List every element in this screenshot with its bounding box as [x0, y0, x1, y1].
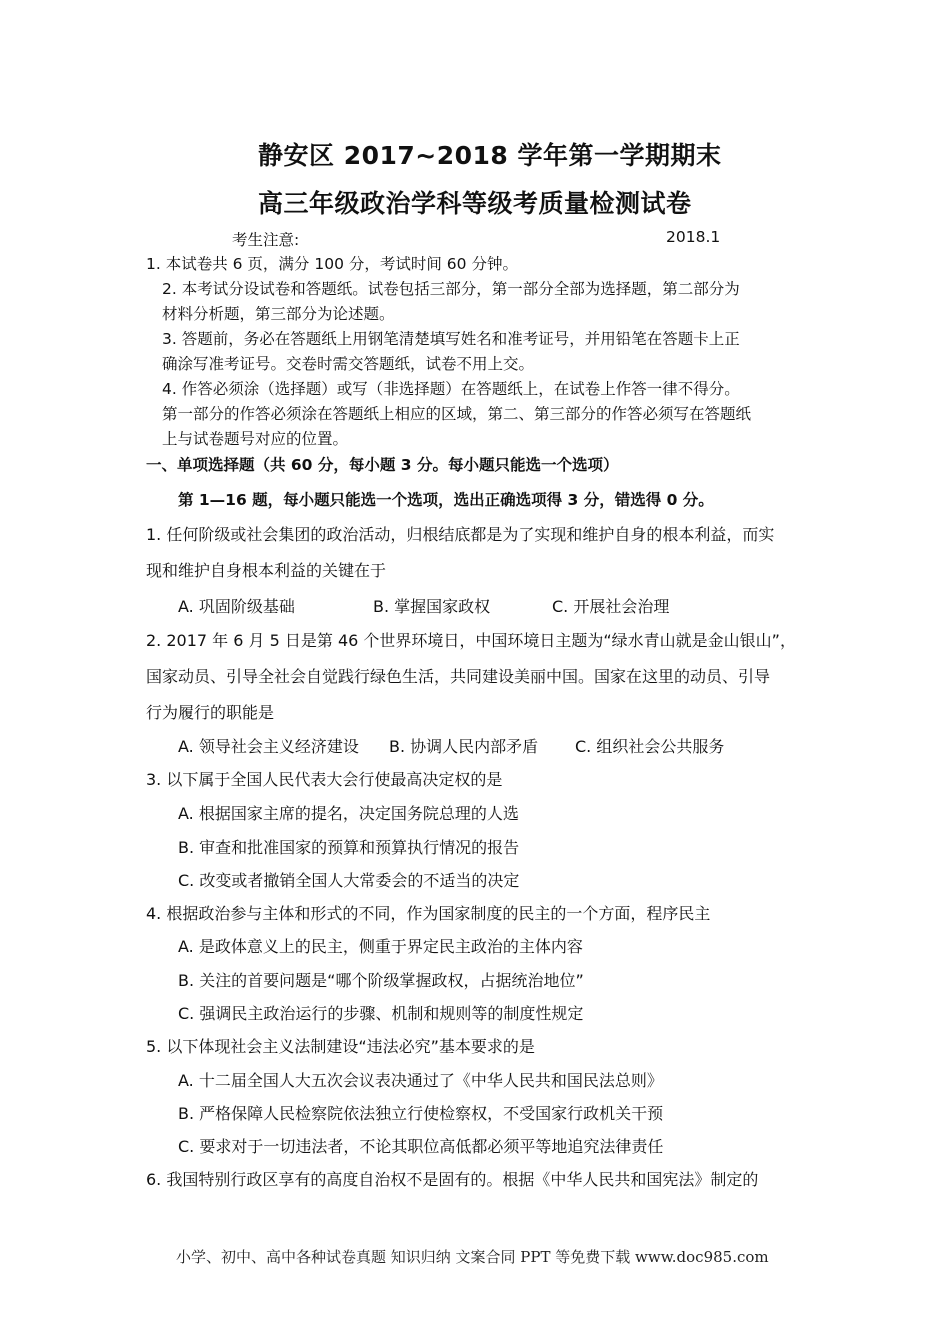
question-3-option-b: B. 审查和批准国家的预算和预算执行情况的报告 — [178, 838, 520, 857]
question-1-line: 现和维护自身根本利益的关键在于 — [146, 561, 387, 580]
question-5-option-c: C. 要求对于一切违法者，不论其职位高低都必须平等地追究法律责任 — [178, 1137, 664, 1156]
question-4-line: 4. 根据政治参与主体和形式的不同，作为国家制度的民主的一个方面，程序民主 — [146, 904, 711, 923]
notice-line: 3. 答题前，务必在答题纸上用钢笔清楚填写姓名和准考证号，并用铅笔在答题卡上正 — [162, 330, 740, 348]
question-2-line: 行为履行的职能是 — [146, 703, 275, 722]
notice-label: 考生注意: — [232, 231, 300, 249]
question-5-option-b: B. 严格保障人民检察院依法独立行使检察权，不受国家行政机关干预 — [178, 1104, 664, 1123]
question-5-line: 5. 以下体现社会主义法制建设“违法必究”基本要求的是 — [146, 1037, 535, 1056]
notice-line: 2. 本考试分设试卷和答题纸。试卷包括三部分，第一部分全部为选择题，第二部分为 — [162, 280, 740, 298]
question-2-line: 2. 2017 年 6 月 5 日是第 46 个世界环境日，中国环境日主题为“绿水青山就是金山银山”， — [146, 631, 796, 650]
footer-text: 小学、初中、高中各种试卷真题 知识归纳 文案合同 PPT 等免费下载 www.doc985.com — [176, 1248, 769, 1266]
question-5-option-a: A. 十二届全国人大五次会议表决通过了《中华人民共和国民法总则》 — [178, 1071, 663, 1090]
question-3-option-c: C. 改变或者撤销全国人大常委会的不适当的决定 — [178, 871, 520, 890]
question-1-option-a: A. 巩固阶级基础 — [178, 597, 295, 616]
question-1-option-b: B. 掌握国家政权 — [373, 597, 491, 616]
question-6-line: 6. 我国特别行政区享有的高度自治权不是固有的。根据《中华人民共和国宪法》制定的 — [146, 1170, 759, 1189]
exam-date: 2018.1 — [666, 228, 721, 246]
notice-line: 4. 作答必须涂（选择题）或写（非选择题）在答题纸上，在试卷上作答一律不得分。 — [162, 380, 740, 398]
notice-line: 1. 本试卷共 6 页，满分 100 分，考试时间 60 分钟。 — [146, 255, 518, 273]
notice-line: 材料分析题，第三部分为论述题。 — [162, 305, 395, 323]
question-4-option-c: C. 强调民主政治运行的步骤、机制和规则等的制度性规定 — [178, 1004, 584, 1023]
question-4-option-b: B. 关注的首要问题是“哪个阶级掌握政权，占据统治地位” — [178, 971, 584, 990]
question-1-option-c: C. 开展社会治理 — [552, 597, 670, 616]
title-line-2: 高三年级政治学科等级考质量检测试卷 — [258, 189, 692, 218]
section-instruction: 第 1—16 题，每小题只能选一个选项，选出正确选项得 3 分，错选得 0 分。 — [178, 491, 714, 509]
notice-line: 确涂写准考证号。交卷时需交答题纸，试卷不用上交。 — [162, 355, 535, 373]
question-2-option-b: B. 协调人民内部矛盾 — [389, 737, 539, 756]
question-3-option-a: A. 根据国家主席的提名，决定国务院总理的人选 — [178, 804, 519, 823]
question-3-line: 3. 以下属于全国人民代表大会行使最高决定权的是 — [146, 770, 503, 789]
question-2-option-a: A. 领导社会主义经济建设 — [178, 737, 359, 756]
question-2-line: 国家动员、引导全社会自觉践行绿色生活，共同建设美丽中国。国家在这里的动员、引导 — [146, 667, 771, 686]
title-line-1: 静安区 2017~2018 学年第一学期期末 — [258, 141, 722, 170]
section-heading: 一、单项选择题（共 60 分，每小题 3 分。每小题只能选一个选项） — [146, 456, 619, 474]
question-1-line: 1. 任何阶级或社会集团的政治活动，归根结底都是为了实现和维护自身的根本利益，而实 — [146, 525, 775, 544]
notice-line: 第一部分的作答必须涂在答题纸上相应的区域，第二、第三部分的作答必须写在答题纸 — [162, 405, 752, 423]
question-4-option-a: A. 是政体意义上的民主，侧重于界定民主政治的主体内容 — [178, 937, 583, 956]
notice-line: 上与试卷题号对应的位置。 — [162, 430, 349, 448]
question-2-option-c: C. 组织社会公共服务 — [575, 737, 725, 756]
